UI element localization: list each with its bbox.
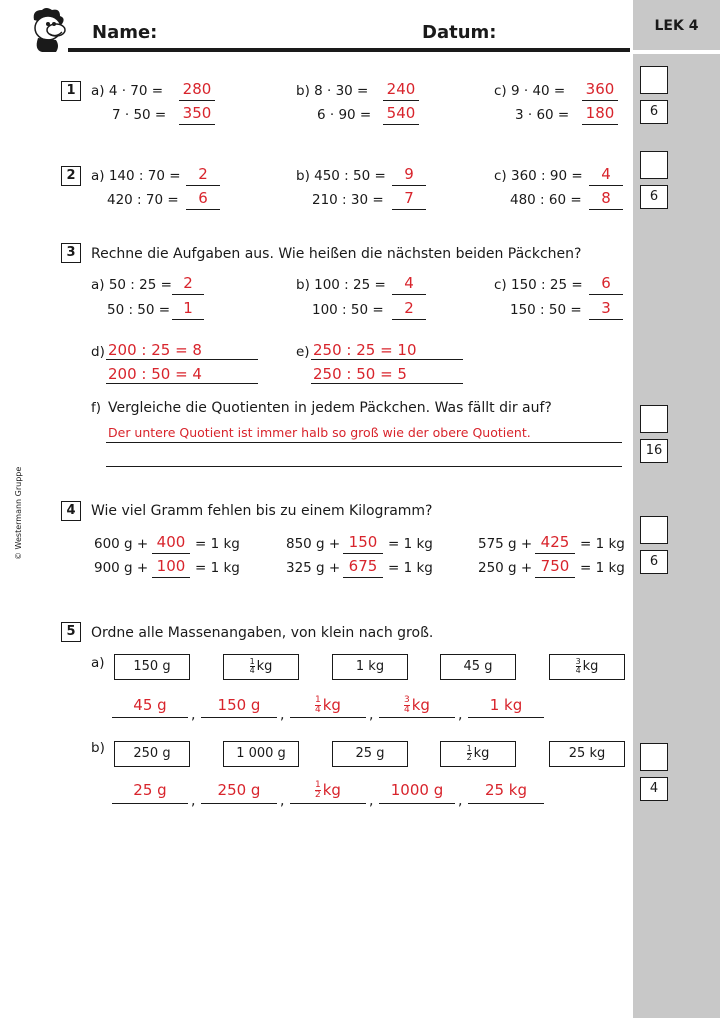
mass-card: 250 g <box>114 741 190 767</box>
task-text: c) 150 : 25 = <box>494 277 583 293</box>
answer: 100 <box>156 557 186 575</box>
task-text: b) 8 · 30 = <box>296 83 369 99</box>
answer-line <box>383 100 419 101</box>
answer-line <box>589 294 623 295</box>
task-label: b) <box>91 740 105 756</box>
task-text: 575 g + <box>478 536 533 552</box>
instruction: Rechne die Aufgaben aus. Wie heißen die nächsten beiden Päckchen? <box>91 246 582 262</box>
task-text: = 1 kg <box>388 536 433 552</box>
answer: $\frac{1}{2}$ kg <box>315 780 341 800</box>
answer: $\frac{1}{4}$ kg <box>315 695 341 715</box>
question-text: Vergleiche die Quotienten in jedem Päckchen. Was fällt dir auf? <box>108 400 552 416</box>
answer-line <box>379 803 455 804</box>
date-label: Datum: <box>422 22 497 43</box>
task-label: f) <box>91 400 102 416</box>
answer-line <box>172 319 204 320</box>
answer: 4 <box>601 165 611 183</box>
mass-card: 25 g <box>332 741 408 767</box>
fraction: $\frac{3}{4}$ <box>575 657 581 675</box>
answer-line <box>179 124 215 125</box>
score-box-empty[interactable] <box>640 516 668 544</box>
mass-card: 45 g <box>440 654 516 680</box>
answer-line <box>589 319 623 320</box>
answer: 25 g <box>133 781 167 799</box>
answer: 400 <box>156 533 186 551</box>
answer: 150 <box>348 533 378 551</box>
answer: 240 <box>386 80 416 98</box>
answer-line <box>535 577 575 578</box>
answer-line <box>290 803 366 804</box>
answer-line <box>468 717 544 718</box>
answer: $\frac{3}{4}$ kg <box>404 695 430 715</box>
score-max: 16 <box>640 439 668 463</box>
answer: 9 <box>404 165 414 183</box>
answer: 45 g <box>133 696 167 714</box>
answer: 200 : 50 = 4 <box>108 365 202 383</box>
mass-card: 25 kg <box>549 741 625 767</box>
answer-line <box>112 717 188 718</box>
task-label: d) <box>91 344 105 360</box>
answer-line <box>468 803 544 804</box>
task-text: 3 · 60 = <box>515 107 570 123</box>
copyright-note: © Westermann Gruppe <box>14 466 23 560</box>
exercise-number: 3 <box>61 243 81 263</box>
answer: 350 <box>182 104 212 122</box>
answer: 8 <box>601 189 611 207</box>
answer-line <box>186 185 220 186</box>
answer-line <box>201 717 277 718</box>
answer-line <box>152 553 190 554</box>
answer-line <box>290 717 366 718</box>
answer: 6 <box>198 189 208 207</box>
answer: 675 <box>348 557 378 575</box>
score-box-empty[interactable] <box>640 66 668 94</box>
answer-line <box>311 359 463 360</box>
score-max: 6 <box>640 185 668 209</box>
mass-card: 1 000 g <box>223 741 299 767</box>
answer-line <box>343 553 383 554</box>
answer-line <box>392 294 426 295</box>
answer-line <box>112 803 188 804</box>
answer: 7 <box>404 189 414 207</box>
mass-card: $\frac{1}{2}$ kg <box>440 741 516 767</box>
exercise-number: 1 <box>61 81 81 101</box>
exercise-number: 4 <box>61 501 81 521</box>
answer-line <box>172 294 204 295</box>
task-text: = 1 kg <box>195 536 240 552</box>
answer-line <box>589 185 623 186</box>
name-label: Name: <box>92 22 158 43</box>
exercise-number: 2 <box>61 166 81 186</box>
answer: 180 <box>585 104 615 122</box>
answer-line <box>201 803 277 804</box>
task-text: 150 : 50 = <box>510 302 582 318</box>
score-max: 6 <box>640 550 668 574</box>
task-text: c) 9 · 40 = <box>494 83 566 99</box>
answer-line <box>392 185 426 186</box>
task-text: a) 4 · 70 = <box>91 83 164 99</box>
answer-line <box>392 209 426 210</box>
task-text: 850 g + <box>286 536 341 552</box>
score-box-empty[interactable] <box>640 405 668 433</box>
score-max: 6 <box>640 100 668 124</box>
answer-line <box>392 319 426 320</box>
task-text: 210 : 30 = <box>312 192 384 208</box>
mascot-icon <box>28 6 70 54</box>
answer: 25 kg <box>484 781 528 799</box>
task-text: 100 : 50 = <box>312 302 384 318</box>
answer-line <box>106 359 258 360</box>
task-text: 7 · 50 = <box>112 107 167 123</box>
answer: 280 <box>182 80 212 98</box>
answer: 200 : 25 = 8 <box>108 341 202 359</box>
exercise-number: 5 <box>61 622 81 642</box>
answer-line <box>106 442 622 443</box>
task-text: b) 450 : 50 = <box>296 168 386 184</box>
mass-card: $\frac{1}{4}$ kg <box>223 654 299 680</box>
answer-line <box>589 209 623 210</box>
task-text: = 1 kg <box>195 560 240 576</box>
answer-line <box>582 100 618 101</box>
answer-line <box>106 466 622 467</box>
mass-card: 1 kg <box>332 654 408 680</box>
answer: 2 <box>404 299 414 317</box>
answer: 1 <box>183 299 193 317</box>
answer-line <box>311 383 463 384</box>
test-code: LEK 4 <box>654 18 699 34</box>
answer-line <box>179 100 215 101</box>
mass-card: $\frac{3}{4}$ kg <box>549 654 625 680</box>
task-text: = 1 kg <box>388 560 433 576</box>
mass-card: 150 g <box>114 654 190 680</box>
answer: 1 kg <box>489 696 523 714</box>
task-label: e) <box>296 344 310 360</box>
score-box-empty[interactable] <box>640 743 668 771</box>
task-text: a) 140 : 70 = <box>91 168 181 184</box>
instruction: Wie viel Gramm fehlen bis zu einem Kilogramm? <box>91 503 433 519</box>
task-text: 420 : 70 = <box>107 192 179 208</box>
task-text: c) 360 : 90 = <box>494 168 583 184</box>
answer: 150 g <box>217 696 261 714</box>
answer: 4 <box>404 274 414 292</box>
task-text: 600 g + <box>94 536 149 552</box>
answer: 3 <box>601 299 611 317</box>
answer: Der untere Quotient ist immer halb so groß wie der obere Quotient. <box>108 425 531 440</box>
answer: 540 <box>386 104 416 122</box>
task-text: 50 : 50 = <box>107 302 171 318</box>
answer: 360 <box>585 80 615 98</box>
answer-line <box>535 553 575 554</box>
header-rule <box>68 48 630 52</box>
answer-line <box>343 577 383 578</box>
fraction: $\frac{1}{4}$ <box>249 657 255 675</box>
answer-line <box>152 577 190 578</box>
answer: 1000 g <box>390 781 444 799</box>
score-max: 4 <box>640 777 668 801</box>
answer: 250 : 50 = 5 <box>313 365 407 383</box>
answer: 6 <box>601 274 611 292</box>
answer: 2 <box>198 165 208 183</box>
answer: 750 <box>540 557 570 575</box>
answer: 250 g <box>217 781 261 799</box>
answer-line <box>582 124 618 125</box>
task-text: = 1 kg <box>580 536 625 552</box>
task-text: 6 · 90 = <box>317 107 372 123</box>
answer-line <box>379 717 455 718</box>
fraction: $\frac{1}{2}$ <box>466 744 472 762</box>
sidebar-divider <box>633 50 720 54</box>
task-text: 900 g + <box>94 560 149 576</box>
task-text: 250 g + <box>478 560 533 576</box>
task-text: = 1 kg <box>580 560 625 576</box>
task-text: b) 100 : 25 = <box>296 277 386 293</box>
answer-line <box>106 383 258 384</box>
instruction: Ordne alle Massenangaben, von klein nach groß. <box>91 625 434 641</box>
task-label: a) <box>91 655 105 671</box>
task-text: 480 : 60 = <box>510 192 582 208</box>
answer: 425 <box>540 533 570 551</box>
score-box-empty[interactable] <box>640 151 668 179</box>
task-text: 325 g + <box>286 560 341 576</box>
answer-line <box>383 124 419 125</box>
answer-line <box>186 209 220 210</box>
answer: 2 <box>183 274 193 292</box>
task-text: a) 50 : 25 = <box>91 277 172 293</box>
answer: 250 : 25 = 10 <box>313 341 417 359</box>
